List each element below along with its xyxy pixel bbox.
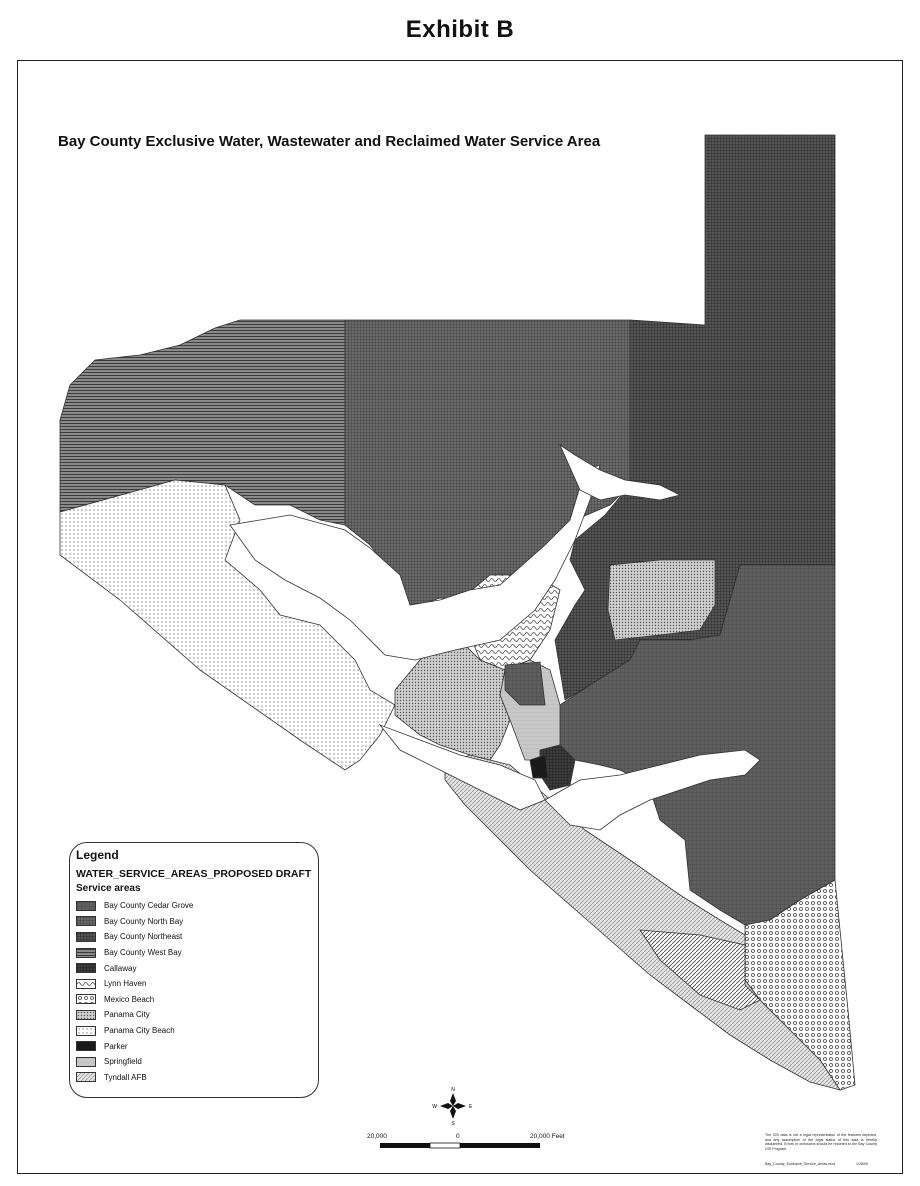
legend — [69, 842, 319, 1098]
west-label: W — [432, 1104, 437, 1110]
disclaimer-note: The GIS data is not a legal representation of the features depicted, and any assumption of the legal status of this data is hereby disclaimed. Errors or omissions should be reported to the Bay County GIS Program. — [765, 1133, 877, 1151]
south-label: S — [451, 1121, 455, 1127]
legend-item-label: Bay County Northeast — [104, 932, 183, 942]
compass-rose-icon — [432, 1087, 473, 1127]
legend-swatch — [76, 963, 96, 973]
legend-swatch — [76, 1041, 96, 1051]
legend-item — [76, 976, 312, 992]
legend-item-label: Springfield — [104, 1057, 142, 1067]
legend-item — [76, 1070, 312, 1086]
legend-swatch — [76, 1010, 96, 1020]
legend-item-label: Lynn Haven — [104, 979, 147, 989]
legend-layer-name: WATER_SERVICE_AREAS_PROPOSED DRAFT — [76, 868, 312, 880]
east-label: E — [469, 1104, 473, 1110]
scale-left-label: 20,000 — [367, 1133, 387, 1140]
legend-item — [76, 1054, 312, 1070]
scale-center-label: 0 — [456, 1133, 460, 1140]
legend-item-label: Parker — [104, 1041, 128, 1051]
legend-group-name: Service areas — [76, 883, 141, 894]
legend-swatch — [76, 1072, 96, 1082]
map-title: Bay County Exclusive Water, Wastewater and Reclaimed Water Service Area — [58, 133, 601, 150]
legend-item-label: Bay County Cedar Grove — [104, 901, 194, 911]
legend-item — [76, 1023, 312, 1039]
exhibit-label: Exhibit B — [405, 16, 515, 43]
legend-swatch — [76, 901, 96, 911]
legend-item — [76, 1007, 312, 1023]
legend-swatch — [76, 979, 96, 989]
legend-item — [76, 960, 312, 976]
legend-item-label: Panama City Beach — [104, 1026, 175, 1036]
legend-item — [76, 929, 312, 945]
legend-swatch — [76, 932, 96, 942]
legend-item — [76, 914, 312, 930]
legend-item-label: Bay County West Bay — [104, 948, 182, 958]
legend-swatch — [76, 916, 96, 926]
north-label: N — [451, 1087, 455, 1093]
region-panama-city-northeast — [608, 560, 715, 640]
legend-item-label: Tyndall AFB — [104, 1072, 147, 1082]
legend-item-label: Bay County North Bay — [104, 916, 184, 926]
scale-bar — [380, 1143, 540, 1148]
scale-right-label: 20,000 Feet — [530, 1133, 565, 1140]
file-reference: Bay_County_Exclusive_Service_Areas.mxd — [765, 1162, 835, 1166]
legend-list — [76, 898, 312, 1085]
legend-item — [76, 945, 312, 961]
file-date: 1/26/09 — [856, 1162, 868, 1166]
legend-item — [76, 992, 312, 1008]
legend-title: Legend — [76, 848, 119, 862]
legend-swatch — [76, 994, 96, 1004]
legend-item — [76, 1038, 312, 1054]
legend-item — [76, 898, 312, 914]
legend-swatch — [76, 1026, 96, 1036]
legend-swatch — [76, 948, 96, 958]
legend-item-label: Panama City — [104, 1010, 150, 1020]
legend-swatch — [76, 1057, 96, 1067]
legend-item-label: Mexico Beach — [104, 994, 155, 1004]
legend-item-label: Callaway — [104, 963, 137, 973]
